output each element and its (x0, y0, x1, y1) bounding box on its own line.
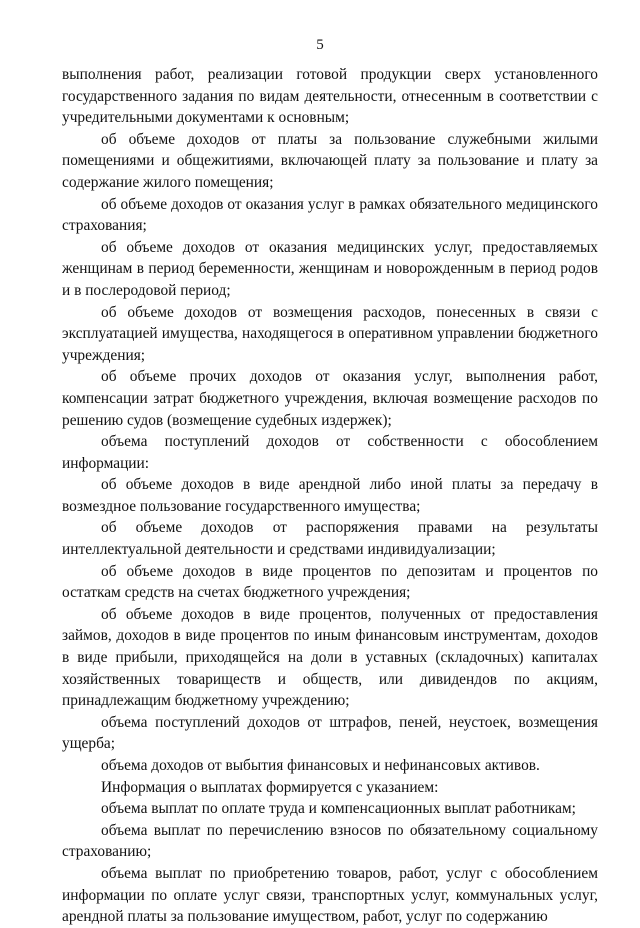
paragraph: об объеме доходов в виде арендной либо иной платы за передачу в возмездное пользование государственного имущества; (62, 476, 598, 515)
paragraph: об объеме доходов в виде процентов по депозитам и процентов по остаткам средств на счетах бюджетного учреждения; (62, 562, 598, 602)
paragraph: об объеме доходов от распоряжения правами на результаты интеллектуальной деятельности и средствами индивидуализации; (62, 519, 598, 559)
paragraph: об объеме доходов от возмещения расходов, понесенных в связи с эксплуатацией имущества, находящегося в оперативном управлении бюджетного учреждения; (62, 303, 598, 364)
paragraph: объема поступлений доходов от собственности с обособлением информации: (62, 433, 598, 472)
paragraph: объема выплат по приобретению товаров, работ, услуг с обособлением информации по оплате услуг связи, транспортных услуг, коммунальных услуг, арендной платы за пользование имуществом, работ, услуг по содержанию (62, 864, 598, 926)
paragraph: выполнения работ, реализации готовой продукции сверх установленного государственного задания по видам деятельности, отнесенным в соответствии с учредительными документами к основным; (62, 66, 598, 127)
paragraph: об объеме доходов в виде процентов, полученных от предоставления займов, доходов в виде процентов по иным финансовым инструментам, доходов в виде прибыли, приходящейся на доли в уставных (складочных) капиталах хозяйственных товариществ и обществ, или дивидендов по акциям, принадлежащим бюджетному учреждению; (62, 605, 598, 710)
paragraph: об объеме доходов от платы за пользование служебными жилыми помещениями и общежитиями, включающей плату за пользование и плату за содержание жилого помещения; (62, 130, 598, 191)
paragraph: об объеме доходов от оказания медицинских услуг, предоставляемых женщинам в период беременности, женщинам и новорожденным в период родов и в послеродовой период; (62, 238, 598, 299)
paragraph: объема выплат по оплате труда и компенсационных выплат работникам; (101, 800, 576, 818)
paragraph: объема поступлений доходов от штрафов, пеней, неустоек, возмещения ущерба; (62, 713, 598, 753)
paragraph: об объеме прочих доходов от оказания услуг, выполнения работ, компенсации затрат бюджетного учреждения, включая возмещение расходов по решению судов (возмещение судебных издержек); (62, 368, 598, 429)
paragraph: объема выплат по перечислению взносов по обязательному социальному страхованию; (62, 821, 598, 861)
paragraph: объема доходов от выбытия финансовых и нефинансовых активов. (101, 757, 540, 774)
paragraph: Информация о выплатах формируется с указанием: (101, 778, 439, 796)
paragraph: об объеме доходов от оказания услуг в рамках обязательного медицинского страхования; (62, 195, 598, 235)
document-body (62, 64, 598, 928)
page-number: 5 (316, 37, 324, 53)
